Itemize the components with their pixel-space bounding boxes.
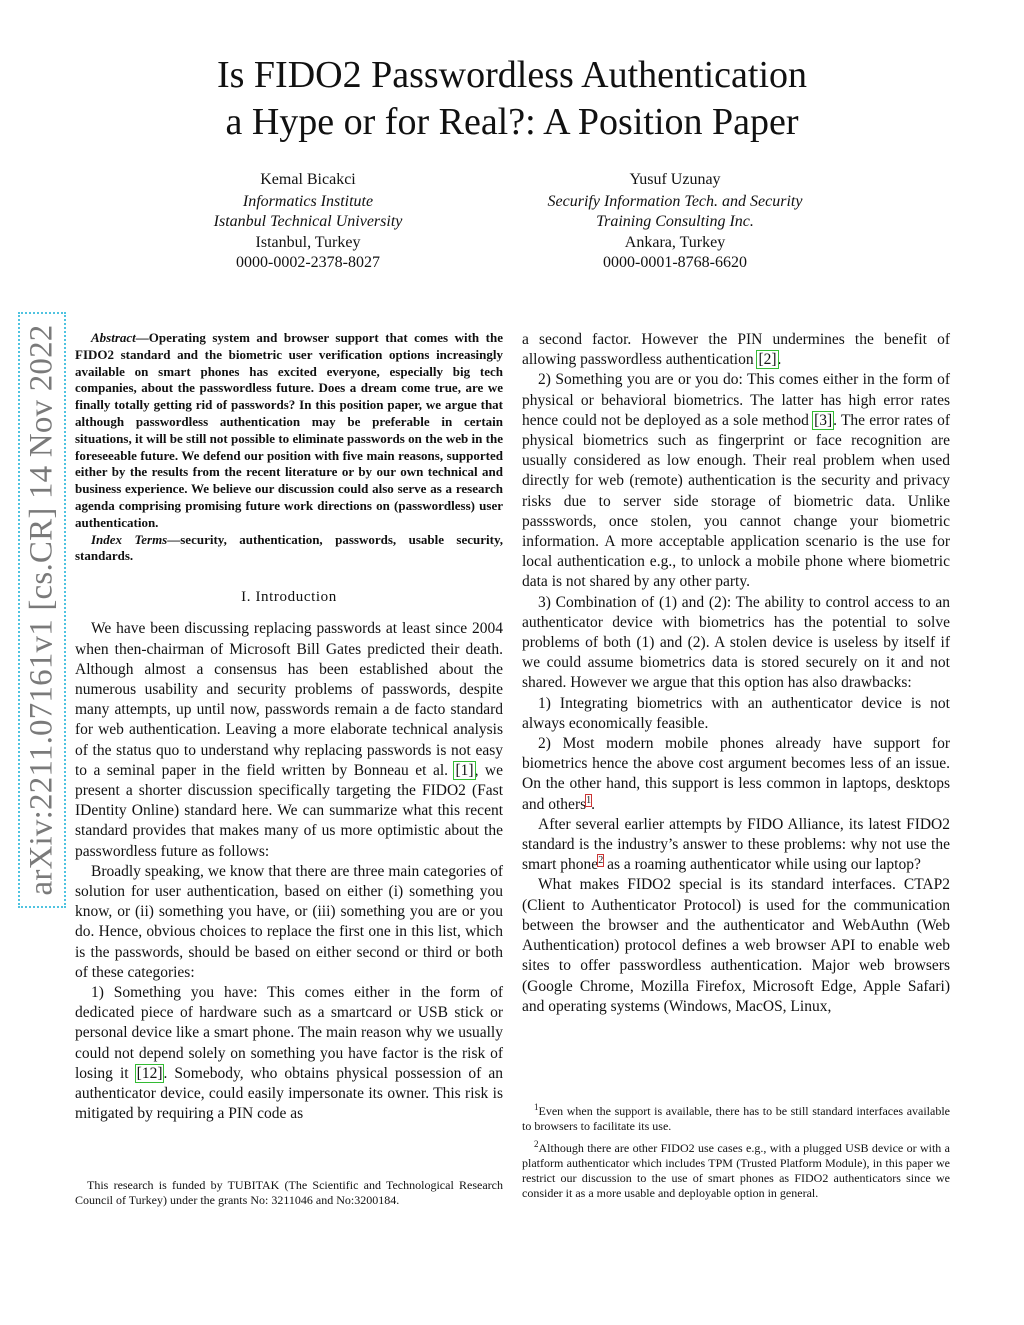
section-heading-introduction: I. Introduction <box>241 589 337 606</box>
author-affiliation: Istanbul Technical University <box>213 213 403 230</box>
author-location: Ankara, Turkey <box>624 233 726 251</box>
footnote-link[interactable]: 2 <box>598 855 604 867</box>
author-orcid: 0000-0002-2378-8027 <box>236 254 380 271</box>
paragraph-text: as a roaming authenticator while using our laptop? <box>603 856 921 874</box>
footnote-2 <box>522 1137 950 1202</box>
arxiv-stamp[interactable] <box>18 312 66 908</box>
paragraph-text: 2) Something you are or you do: This comes either in the form of physical or behavioral biometrics. The latter has high error rates hence could not be deployed as a sole method <box>522 371 950 429</box>
title-line-1: Is FIDO2 Passwordless Authentication <box>216 54 808 96</box>
left-column <box>75 330 503 1124</box>
paragraph-text: . Somebody, who obtains physical possession of an authenticator device, could easily impersonate its owner. This risk is mitigated by requiring a PIN code as <box>75 1064 503 1123</box>
author-affiliation: Training Consulting Inc. <box>596 213 754 230</box>
paragraph: 1) Integrating biometrics with an authenticator device is not always economically feasible. <box>522 694 950 732</box>
paragraph: 3) Combination of (1) and (2): The ability to control access to an authenticator device with biometrics has the potential to solve problems of both (1) and (2). A stolen device is useless by itself if we could assume biometrics data is stored securely on it and not shared. However we argue that this option has also drawbacks: <box>522 593 950 692</box>
paragraph: What makes FIDO2 special is its standard interfaces. CTAP2 (Client to Authenticator Protocol) is used for the communication between the browser and the authenticator and WebAuthn (Web Authentication) protocol defines a web browser API to enable web sites to offer passwordless authentication. Major web browsers (Google Chrome, Mozilla Firefox, Microsoft Edge, Apple Safari) and operating systems (Windows, MacOS, Linux, <box>522 876 950 1015</box>
author-affiliation: Informatics Institute <box>242 192 374 210</box>
paragraph <box>75 983 503 1124</box>
abstract-label: Abstract <box>91 330 136 345</box>
paragraph <box>75 619 503 861</box>
footnotes <box>522 1100 950 1204</box>
paragraph <box>522 330 950 370</box>
paragraph-text: . <box>777 351 782 369</box>
footnote-text: Even when the support is available, there has to be still standard interfaces available to browsers to facilitate its use. <box>522 1104 950 1134</box>
citation-link[interactable]: [2] <box>758 351 777 369</box>
paragraph <box>522 734 950 815</box>
paragraph-text: . The error rates of physical biometrics such as fingerprint or face recognition are usually considered as low enough. Their real problem when used directly for web (remote) authentication is the security and privacy risks due to server side storage of biometric data. Unlike passswords, once stolen, you cannot change your biometric information. A more acceptable application scenario is the use for local authentication e.g., to unlock a mobile phone where biometric data is not shared by any other party. <box>522 411 950 591</box>
citation-link[interactable]: [1] <box>455 761 474 779</box>
paragraph <box>522 815 950 876</box>
paragraph-text: 1) Something you have: This comes either in the form of dedicated piece of hardware such as a smartcard or USB stick or personal device like a smart phone. The main reason why we usually could not depend solely on something you have factor is the risk of losing it <box>75 984 503 1082</box>
author-affiliation: Securify Information Tech. and Security <box>547 192 803 210</box>
citation-link[interactable]: [3] <box>814 411 833 429</box>
author-name: Yusuf Uzunay <box>629 171 721 188</box>
paragraph-text: After several earlier attempts by FIDO Alliance, its latest FIDO2 standard is the industry’s answer to these problems: why not use the smart phone <box>522 815 950 874</box>
paragraph-text: , we present a shorter discussion specifically targeting the FIDO2 (Fast IDentity Online) standard here. We can summarize what this recent standard provides that makes many of us more optimistic about the passwordless future as follows: <box>75 761 503 860</box>
footnote-marker: 2 <box>534 1138 539 1149</box>
footnote-text: Although there are other FIDO2 use cases e.g., with a plugged USB device or with a platform authenticator which includes TPM (Trusted Platform Module), in this paper we restrict our discussion to the use of smart phones as FIDO2 authenticators since we consider it as a more usable and deployable option in general. <box>522 1140 950 1201</box>
paper-title <box>0 52 1024 146</box>
paragraph-text: We have been discussing replacing passwords at least since 2004 when then-chairman of Microsoft Bill Gates predicted their death. Although almost a consensus has been established about the numerous usability and security problems of passwords, despite many attempts, up until now, passwords remain a de facto standard for web authentication. Leaving a more elaborate technical analysis of the status quo to understand why replacing passwords is not easy to a seminal paper in the field written by Bonneau et al. <box>75 620 503 779</box>
funding-footnote <box>75 1178 503 1211</box>
index-terms <box>75 532 503 566</box>
paragraph: Broadly speaking, we know that there are three main categories of solution for user authentication, based on either (i) something you know, or (ii) something you have, or (iii) something you are or you do. Hence, obvious choices to replace the first one in this list, which is the passwords, should be based on either second or third or both of these categories: <box>75 862 503 981</box>
author-orcid: 0000-0001-8768-6620 <box>603 254 747 271</box>
abstract <box>75 330 503 532</box>
abstract-text: —Operating system and browser support that comes with the FIDO2 standard and the biometric user verification options increasingly available on smart phones has excited everyone, especially big tech companies, about the passwordless future. Does a dream come true, are we finally totally getting rid of passwords? In this position paper, we argue that although passwordless authentication may be preferable in certain situations, it will be still not possible to eliminate passwords on the web in the foreseeable future. We defend our position with five main reasons, supported either by the results from the recent literature or by our own technical and business experience. We believe our discussion could also serve as a research agenda comprising promising future work directions on (passwordless) user authentication. <box>75 330 503 530</box>
footnote-link[interactable]: 1 <box>586 794 592 806</box>
author-block-1 <box>148 170 468 274</box>
index-terms-label: Index Terms <box>91 531 168 547</box>
arxiv-id: arXiv:2211.07161v1 [cs.CR] 14 Nov 2022 <box>23 324 60 896</box>
funding-text: This research is funded by TUBITAK (The Scientific and Technological Research Council of Turkey) under the grants No: 3211046 and No:3200184. <box>75 1178 503 1208</box>
footnote-marker: 1 <box>534 1102 539 1112</box>
author-name: Kemal Bicakci <box>260 171 356 188</box>
citation-link[interactable]: [12] <box>136 1064 163 1082</box>
title-line-2: a Hype or for Real?: A Position Paper <box>225 101 799 143</box>
paragraph <box>522 370 950 592</box>
index-terms-text: —security, authentication, passwords, usable security, standards. <box>75 531 504 564</box>
author-location: Istanbul, Turkey <box>255 233 361 251</box>
author-block-2 <box>515 170 835 274</box>
paragraph-text: . <box>591 795 596 813</box>
footnote-1 <box>522 1100 950 1135</box>
paragraph-text: 2) Most modern mobile phones already have support for biometrics hence the above cost argument becomes less of an issue. On the other hand, this support is less common in laptops, desktops and others <box>522 735 950 813</box>
paragraph-text: a second factor. However the PIN undermines the benefit of allowing passwordless authentication <box>522 331 950 369</box>
right-column <box>522 330 950 1017</box>
